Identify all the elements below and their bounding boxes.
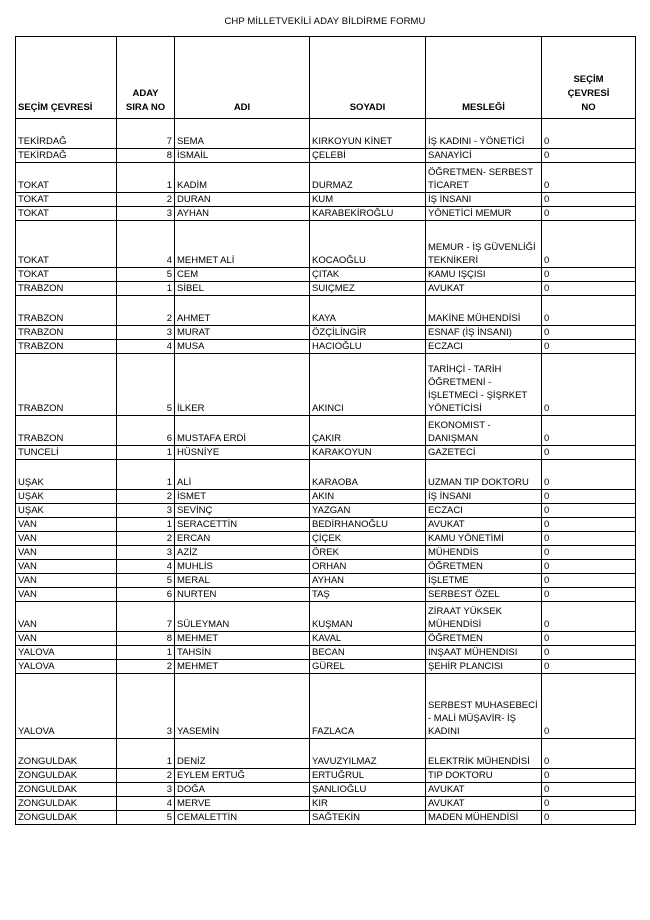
cell-soyadi: TAŞ <box>310 588 426 602</box>
cell-adi: DENİZ <box>175 739 310 769</box>
cell-aday-sira-no: 5 <box>117 574 175 588</box>
table-row <box>16 739 636 769</box>
cell-secim-cevresi: VAN <box>16 518 117 532</box>
cell-soyadi: ÇAKIR <box>310 416 426 446</box>
table-row <box>16 560 636 574</box>
cell-soyadi: KIRKOYUN KİNET <box>310 119 426 149</box>
cell-secim-cevresi-no: 0 <box>542 574 636 588</box>
cell-soyadi: KUM <box>310 193 426 207</box>
cell-secim-cevresi: TRABZON <box>16 340 117 354</box>
cell-adi: SEVİNÇ <box>175 504 310 518</box>
cell-aday-sira-no: 5 <box>117 811 175 825</box>
cell-meslegi: SANAYİCİ <box>426 149 542 163</box>
cell-aday-sira-no: 1 <box>117 282 175 296</box>
cell-meslegi: ÖĞRETMEN <box>426 560 542 574</box>
cell-secim-cevresi: VAN <box>16 632 117 646</box>
cell-soyadi: ÇİÇEK <box>310 532 426 546</box>
cell-adi: MEHMET <box>175 660 310 674</box>
cell-adi: YASEMİN <box>175 674 310 739</box>
header-aday-sira-no: ADAY SIRA NO <box>117 37 175 119</box>
table-row <box>16 646 636 660</box>
cell-meslegi: ŞEHİR PLANCISI <box>426 660 542 674</box>
cell-adi: ALİ <box>175 460 310 490</box>
cell-soyadi: ÖREK <box>310 546 426 560</box>
cell-meslegi: İŞ KADINI - YÖNETİCİ <box>426 119 542 149</box>
cell-meslegi: TARİHÇİ - TARİH ÖĞRETMENİ - İŞLETMECİ - ŞİŞRKET YÖNETİCİSİ <box>426 354 542 416</box>
cell-meslegi: SERBEST ÖZEL <box>426 588 542 602</box>
cell-aday-sira-no: 5 <box>117 268 175 282</box>
table-row <box>16 546 636 560</box>
table-row <box>16 326 636 340</box>
cell-aday-sira-no: 4 <box>117 560 175 574</box>
cell-secim-cevresi: VAN <box>16 602 117 632</box>
cell-adi: MERAL <box>175 574 310 588</box>
cell-secim-cevresi: VAN <box>16 588 117 602</box>
table-row <box>16 446 636 460</box>
cell-aday-sira-no: 3 <box>117 674 175 739</box>
cell-soyadi: ERTUĞRUL <box>310 769 426 783</box>
cell-secim-cevresi-no: 0 <box>542 296 636 326</box>
cell-soyadi: ORHAN <box>310 560 426 574</box>
cell-secim-cevresi-no: 0 <box>542 546 636 560</box>
cell-aday-sira-no: 4 <box>117 340 175 354</box>
cell-adi: MERVE <box>175 797 310 811</box>
cell-adi: CEMALETTİN <box>175 811 310 825</box>
cell-soyadi: SUIÇMEZ <box>310 282 426 296</box>
cell-secim-cevresi: TRABZON <box>16 354 117 416</box>
cell-soyadi: GÜREL <box>310 660 426 674</box>
header-secim-cevresi: SEÇİM ÇEVRESİ <box>16 37 117 119</box>
cell-aday-sira-no: 2 <box>117 532 175 546</box>
cell-meslegi: KAMU YÖNETİMİ <box>426 532 542 546</box>
cell-adi: SERACETTİN <box>175 518 310 532</box>
table-row <box>16 268 636 282</box>
cell-meslegi: İŞ İNSANI <box>426 193 542 207</box>
cell-adi: MUHLİS <box>175 560 310 574</box>
table-row <box>16 354 636 416</box>
cell-adi: SÜLEYMAN <box>175 602 310 632</box>
cell-secim-cevresi-no: 0 <box>542 518 636 532</box>
cell-secim-cevresi-no: 0 <box>542 193 636 207</box>
cell-meslegi: İŞ İNSANI <box>426 490 542 504</box>
cell-meslegi: ECZACI <box>426 340 542 354</box>
cell-adi: MUSA <box>175 340 310 354</box>
cell-soyadi: KARABEKİROĞLU <box>310 207 426 221</box>
cell-adi: MUSTAFA ERDİ <box>175 416 310 446</box>
cell-adi: NURTEN <box>175 588 310 602</box>
cell-adi: İLKER <box>175 354 310 416</box>
cell-adi: KADİM <box>175 163 310 193</box>
table-row <box>16 674 636 739</box>
cell-secim-cevresi-no: 0 <box>542 282 636 296</box>
cell-secim-cevresi: ZONGULDAK <box>16 769 117 783</box>
cell-adi: AYHAN <box>175 207 310 221</box>
cell-meslegi: AVUKAT <box>426 518 542 532</box>
cell-meslegi: UZMAN TIP DOKTORU <box>426 460 542 490</box>
cell-adi: ERCAN <box>175 532 310 546</box>
cell-secim-cevresi-no: 0 <box>542 588 636 602</box>
cell-aday-sira-no: 6 <box>117 416 175 446</box>
cell-adi: DOĞA <box>175 783 310 797</box>
page-title: CHP MİLLETVEKİLİ ADAY BİLDİRME FORMU <box>224 16 426 27</box>
cell-aday-sira-no: 8 <box>117 149 175 163</box>
table-row <box>16 518 636 532</box>
cell-secim-cevresi: TEKİRDAĞ <box>16 149 117 163</box>
cell-meslegi: KAMU IŞÇISI <box>426 268 542 282</box>
cell-secim-cevresi: TRABZON <box>16 296 117 326</box>
cell-aday-sira-no: 1 <box>117 646 175 660</box>
cell-secim-cevresi-no: 0 <box>542 646 636 660</box>
table-row <box>16 416 636 446</box>
cell-soyadi: KUŞMAN <box>310 602 426 632</box>
cell-soyadi: ÖZÇİLİNGİR <box>310 326 426 340</box>
cell-aday-sira-no: 1 <box>117 739 175 769</box>
cell-secim-cevresi-no: 0 <box>542 119 636 149</box>
cell-secim-cevresi-no: 0 <box>542 560 636 574</box>
cell-secim-cevresi-no: 0 <box>542 674 636 739</box>
cell-secim-cevresi: YALOVA <box>16 674 117 739</box>
table-row <box>16 602 636 632</box>
cell-soyadi: HACIOĞLU <box>310 340 426 354</box>
cell-adi: İSMET <box>175 490 310 504</box>
cell-meslegi: MEMUR - İŞ GÜVENLİĞİ TEKNİKERİ <box>426 221 542 268</box>
cell-aday-sira-no: 2 <box>117 769 175 783</box>
cell-soyadi: KARAKOYUN <box>310 446 426 460</box>
cell-soyadi: ŞANLIOĞLU <box>310 783 426 797</box>
cell-secim-cevresi-no: 0 <box>542 268 636 282</box>
cell-aday-sira-no: 3 <box>117 546 175 560</box>
table-row <box>16 163 636 193</box>
table-row <box>16 460 636 490</box>
cell-adi: AZİZ <box>175 546 310 560</box>
header-secim-cevresi-no: SEÇİM ÇEVRESİ NO <box>542 37 636 119</box>
cell-adi: EYLEM ERTUĞ <box>175 769 310 783</box>
cell-meslegi: GAZETECİ <box>426 446 542 460</box>
cell-secim-cevresi-no: 0 <box>542 460 636 490</box>
cell-soyadi: KARAOBA <box>310 460 426 490</box>
cell-aday-sira-no: 4 <box>117 221 175 268</box>
cell-meslegi: MAKİNE MÜHENDİSİ <box>426 296 542 326</box>
cell-soyadi: DURMAZ <box>310 163 426 193</box>
cell-secim-cevresi-no: 0 <box>542 340 636 354</box>
cell-soyadi: KIR <box>310 797 426 811</box>
cell-adi: MEHMET <box>175 632 310 646</box>
cell-soyadi: YAVUZYILMAZ <box>310 739 426 769</box>
cell-secim-cevresi: TEKİRDAĞ <box>16 119 117 149</box>
table-row <box>16 811 636 825</box>
cell-secim-cevresi: VAN <box>16 560 117 574</box>
cell-aday-sira-no: 2 <box>117 296 175 326</box>
cell-adi: AHMET <box>175 296 310 326</box>
cell-secim-cevresi-no: 0 <box>542 490 636 504</box>
cell-adi: MEHMET ALİ <box>175 221 310 268</box>
cell-soyadi: KOCAOĞLU <box>310 221 426 268</box>
cell-soyadi: KAYA <box>310 296 426 326</box>
cell-aday-sira-no: 3 <box>117 783 175 797</box>
table-body <box>16 119 636 825</box>
cell-secim-cevresi: VAN <box>16 574 117 588</box>
cell-secim-cevresi-no: 0 <box>542 602 636 632</box>
table-row <box>16 296 636 326</box>
cell-meslegi: SERBEST MUHASEBECİ - MALİ MÜŞAVİR- İŞ KADINI <box>426 674 542 739</box>
cell-meslegi: AVUKAT <box>426 783 542 797</box>
cell-meslegi: ECZACI <box>426 504 542 518</box>
cell-aday-sira-no: 7 <box>117 602 175 632</box>
cell-secim-cevresi-no: 0 <box>542 769 636 783</box>
cell-aday-sira-no: 1 <box>117 446 175 460</box>
cell-secim-cevresi: VAN <box>16 546 117 560</box>
table-row <box>16 193 636 207</box>
cell-adi: DURAN <box>175 193 310 207</box>
cell-secim-cevresi: TRABZON <box>16 416 117 446</box>
table-row <box>16 632 636 646</box>
cell-adi: HÜSNİYE <box>175 446 310 460</box>
cell-soyadi: SAĞTEKİN <box>310 811 426 825</box>
cell-secim-cevresi: UŞAK <box>16 504 117 518</box>
cell-secim-cevresi-no: 0 <box>542 632 636 646</box>
cell-adi: SEMA <box>175 119 310 149</box>
cell-aday-sira-no: 3 <box>117 207 175 221</box>
table-row <box>16 797 636 811</box>
cell-adi: SİBEL <box>175 282 310 296</box>
cell-meslegi: AVUKAT <box>426 282 542 296</box>
cell-secim-cevresi-no: 0 <box>542 221 636 268</box>
cell-meslegi: INŞAAT MÜHENDISI <box>426 646 542 660</box>
table-row <box>16 504 636 518</box>
cell-secim-cevresi-no: 0 <box>542 149 636 163</box>
cell-secim-cevresi-no: 0 <box>542 660 636 674</box>
cell-aday-sira-no: 1 <box>117 163 175 193</box>
cell-adi: TAHSİN <box>175 646 310 660</box>
cell-secim-cevresi: TOKAT <box>16 193 117 207</box>
table-row <box>16 574 636 588</box>
cell-secim-cevresi: TRABZON <box>16 282 117 296</box>
cell-adi: MURAT <box>175 326 310 340</box>
header-soyadi: SOYADI <box>310 37 426 119</box>
cell-secim-cevresi: TOKAT <box>16 163 117 193</box>
cell-soyadi: AKIN <box>310 490 426 504</box>
cell-secim-cevresi: VAN <box>16 532 117 546</box>
table-row <box>16 119 636 149</box>
cell-secim-cevresi: TOKAT <box>16 221 117 268</box>
header-row <box>16 37 636 119</box>
cell-secim-cevresi: TRABZON <box>16 326 117 340</box>
cell-secim-cevresi-no: 0 <box>542 354 636 416</box>
cell-soyadi: ÇITAK <box>310 268 426 282</box>
cell-aday-sira-no: 5 <box>117 354 175 416</box>
cell-secim-cevresi: TOKAT <box>16 268 117 282</box>
cell-aday-sira-no: 4 <box>117 797 175 811</box>
candidate-table <box>15 36 636 825</box>
cell-soyadi: KAVAL <box>310 632 426 646</box>
cell-secim-cevresi: UŞAK <box>16 490 117 504</box>
cell-soyadi: AKINCI <box>310 354 426 416</box>
cell-meslegi: ZİRAAT YÜKSEK MÜHENDİSİ <box>426 602 542 632</box>
header-meslegi: MESLEĞİ <box>426 37 542 119</box>
cell-soyadi: BEDİRHANOĞLU <box>310 518 426 532</box>
cell-soyadi: YAZGAN <box>310 504 426 518</box>
cell-secim-cevresi-no: 0 <box>542 797 636 811</box>
table-row <box>16 532 636 546</box>
cell-soyadi: AYHAN <box>310 574 426 588</box>
cell-secim-cevresi-no: 0 <box>542 446 636 460</box>
cell-meslegi: ESNAF (İŞ İNSANI) <box>426 326 542 340</box>
cell-secim-cevresi-no: 0 <box>542 207 636 221</box>
cell-soyadi: FAZLACA <box>310 674 426 739</box>
cell-aday-sira-no: 3 <box>117 326 175 340</box>
cell-meslegi: EKONOMIST - DANIŞMAN <box>426 416 542 446</box>
cell-aday-sira-no: 6 <box>117 588 175 602</box>
cell-secim-cevresi: ZONGULDAK <box>16 811 117 825</box>
cell-meslegi: AVUKAT <box>426 797 542 811</box>
cell-secim-cevresi-no: 0 <box>542 416 636 446</box>
table-row <box>16 207 636 221</box>
cell-meslegi: ÖĞRETMEN <box>426 632 542 646</box>
cell-secim-cevresi-no: 0 <box>542 739 636 769</box>
cell-soyadi: BECAN <box>310 646 426 660</box>
cell-aday-sira-no: 1 <box>117 518 175 532</box>
cell-secim-cevresi: TOKAT <box>16 207 117 221</box>
cell-secim-cevresi: ZONGULDAK <box>16 739 117 769</box>
cell-aday-sira-no: 2 <box>117 490 175 504</box>
cell-meslegi: ÖĞRETMEN- SERBEST TİCARET <box>426 163 542 193</box>
cell-secim-cevresi-no: 0 <box>542 811 636 825</box>
cell-aday-sira-no: 8 <box>117 632 175 646</box>
cell-secim-cevresi-no: 0 <box>542 783 636 797</box>
cell-secim-cevresi: YALOVA <box>16 660 117 674</box>
cell-secim-cevresi: ZONGULDAK <box>16 783 117 797</box>
cell-meslegi: YÖNETİCİ MEMUR <box>426 207 542 221</box>
cell-aday-sira-no: 3 <box>117 504 175 518</box>
table-row <box>16 660 636 674</box>
cell-meslegi: MÜHENDİS <box>426 546 542 560</box>
cell-aday-sira-no: 1 <box>117 460 175 490</box>
cell-meslegi: ELEKTRİK MÜHENDİSİ <box>426 739 542 769</box>
cell-secim-cevresi: YALOVA <box>16 646 117 660</box>
cell-meslegi: İŞLETME <box>426 574 542 588</box>
cell-meslegi: MADEN MÜHENDİSİ <box>426 811 542 825</box>
cell-aday-sira-no: 2 <box>117 660 175 674</box>
cell-secim-cevresi-no: 0 <box>542 163 636 193</box>
table-row <box>16 149 636 163</box>
table-row <box>16 282 636 296</box>
cell-secim-cevresi: TUNCELİ <box>16 446 117 460</box>
cell-secim-cevresi-no: 0 <box>542 326 636 340</box>
cell-aday-sira-no: 2 <box>117 193 175 207</box>
table-row <box>16 340 636 354</box>
table-row <box>16 490 636 504</box>
cell-aday-sira-no: 7 <box>117 119 175 149</box>
table-row <box>16 221 636 268</box>
table-row <box>16 769 636 783</box>
cell-secim-cevresi-no: 0 <box>542 504 636 518</box>
cell-adi: CEM <box>175 268 310 282</box>
table-row <box>16 588 636 602</box>
cell-soyadi: ÇELEBİ <box>310 149 426 163</box>
table-row <box>16 783 636 797</box>
cell-adi: İSMAİL <box>175 149 310 163</box>
header-adi: ADI <box>175 37 310 119</box>
cell-secim-cevresi-no: 0 <box>542 532 636 546</box>
cell-secim-cevresi: ZONGULDAK <box>16 797 117 811</box>
cell-secim-cevresi: UŞAK <box>16 460 117 490</box>
cell-meslegi: TIP DOKTORU <box>426 769 542 783</box>
